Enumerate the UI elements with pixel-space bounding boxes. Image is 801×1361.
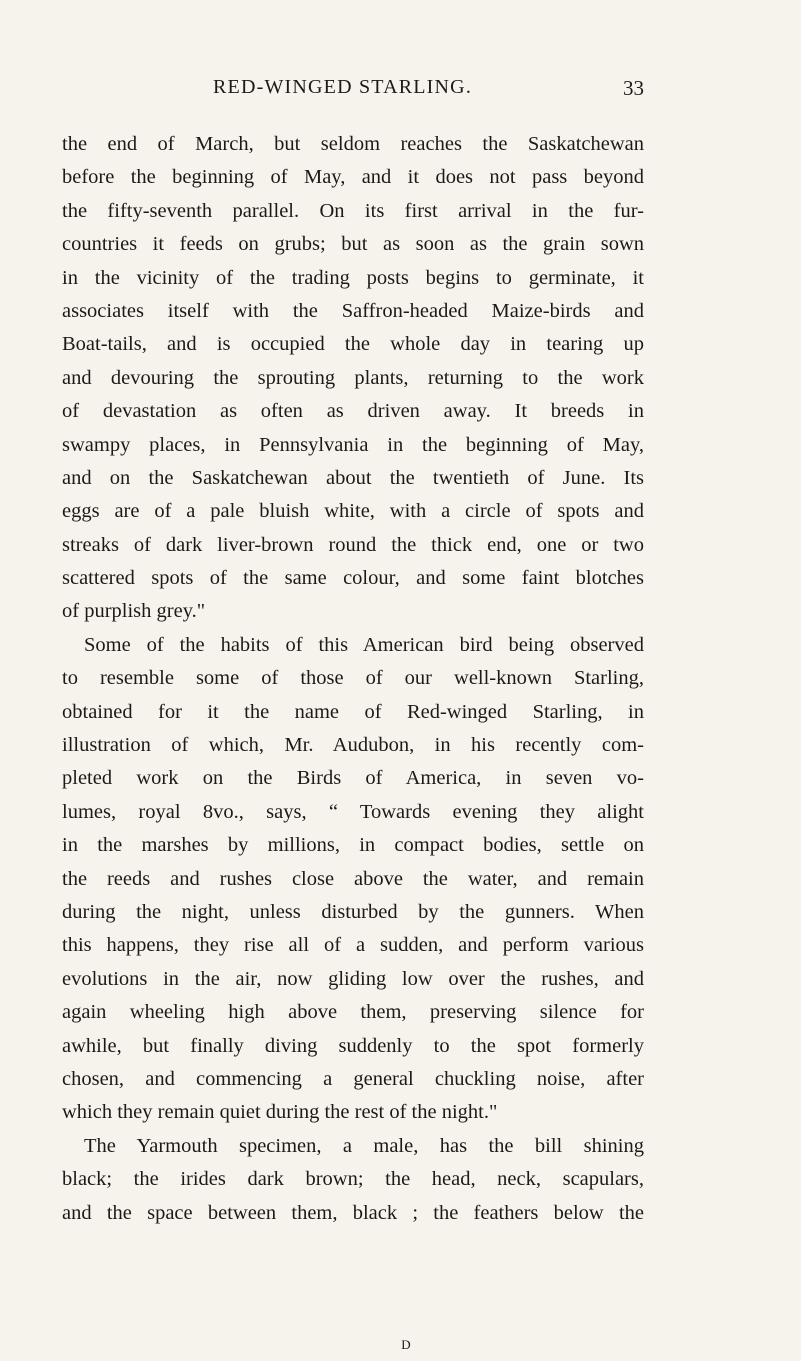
text-line: streaks of dark liver-brown round the thick end, one or two <box>62 533 644 556</box>
text-line: this happens, they rise all of a sudden, and perform various <box>62 934 644 957</box>
paragraph-end-line: which they remain quiet during the rest of the night." <box>62 1101 498 1124</box>
text-line: to resemble some of those of our well-known Starling, <box>62 667 644 690</box>
text-line: obtained for it the name of Red-winged Starling, in <box>62 700 644 723</box>
text-line: lumes, royal 8vo., says, “ Towards evening they alight <box>62 800 644 823</box>
text-line: again wheeling high above them, preserving silence for <box>62 1001 644 1024</box>
text-line: eggs are of a pale bluish white, with a circle of spots and <box>62 500 644 523</box>
text-line: the end of March, but seldom reaches the Saskatchewan <box>62 133 644 155</box>
text-line: before the beginning of May, and it does not pass beyond <box>62 166 644 189</box>
signature-mark: D <box>401 1337 411 1352</box>
text-line: swampy places, in Pennsylvania in the beginning of May, <box>62 433 644 456</box>
text-line: Boat-tails, and is occupied the whole day in tearing up <box>62 333 644 356</box>
text-line: associates itself with the Saffron-headed Maize-birds and <box>62 299 644 322</box>
paragraph-end-line: of purplish grey." <box>62 600 206 623</box>
text-line: in the vicinity of the trading posts begins to germinate, it <box>62 266 644 289</box>
text-line: illustration of which, Mr. Audubon, in his recently com- <box>62 734 644 757</box>
text-line: the fifty-seventh parallel. On its first arrival in the fur- <box>62 199 644 222</box>
running-title: RED-WINGED STARLING. <box>213 76 473 98</box>
text-line: pleted work on the Birds of America, in seven vo- <box>62 767 644 790</box>
text-line: and devouring the sprouting plants, returning to the work <box>62 366 644 389</box>
text-line: evolutions in the air, now gliding low over the rushes, and <box>62 967 644 990</box>
text-line: of devastation as often as driven away. It breeds in <box>62 400 644 423</box>
text-line: scattered spots of the same colour, and some faint blotches <box>62 567 644 590</box>
text-line: and the space between them, black ; the feathers below the <box>62 1201 644 1224</box>
text-line: the reeds and rushes close above the water, and remain <box>62 867 644 890</box>
text-line: and on the Saskatchewan about the twentieth of June. Its <box>62 466 644 489</box>
page-number: 33 <box>623 76 644 100</box>
paragraph-start-line: The Yarmouth specimen, a male, has the bill shining <box>84 1134 644 1157</box>
text-line: awhile, but finally diving suddenly to the spot formerly <box>62 1034 644 1057</box>
paragraph-start-line: Some of the habits of this American bird being observed <box>84 633 644 656</box>
text-line: countries it feeds on grubs; but as soon as the grain sown <box>62 233 644 256</box>
text-line: in the marshes by millions, in compact bodies, settle on <box>62 834 644 857</box>
text-line: black; the irides dark brown; the head, neck, scapulars, <box>62 1168 644 1191</box>
body-text <box>62 128 644 1230</box>
page-header <box>0 76 801 106</box>
text-line: chosen, and commencing a general chuckling noise, after <box>62 1067 644 1090</box>
text-line: during the night, unless disturbed by the gunners. When <box>62 900 644 923</box>
